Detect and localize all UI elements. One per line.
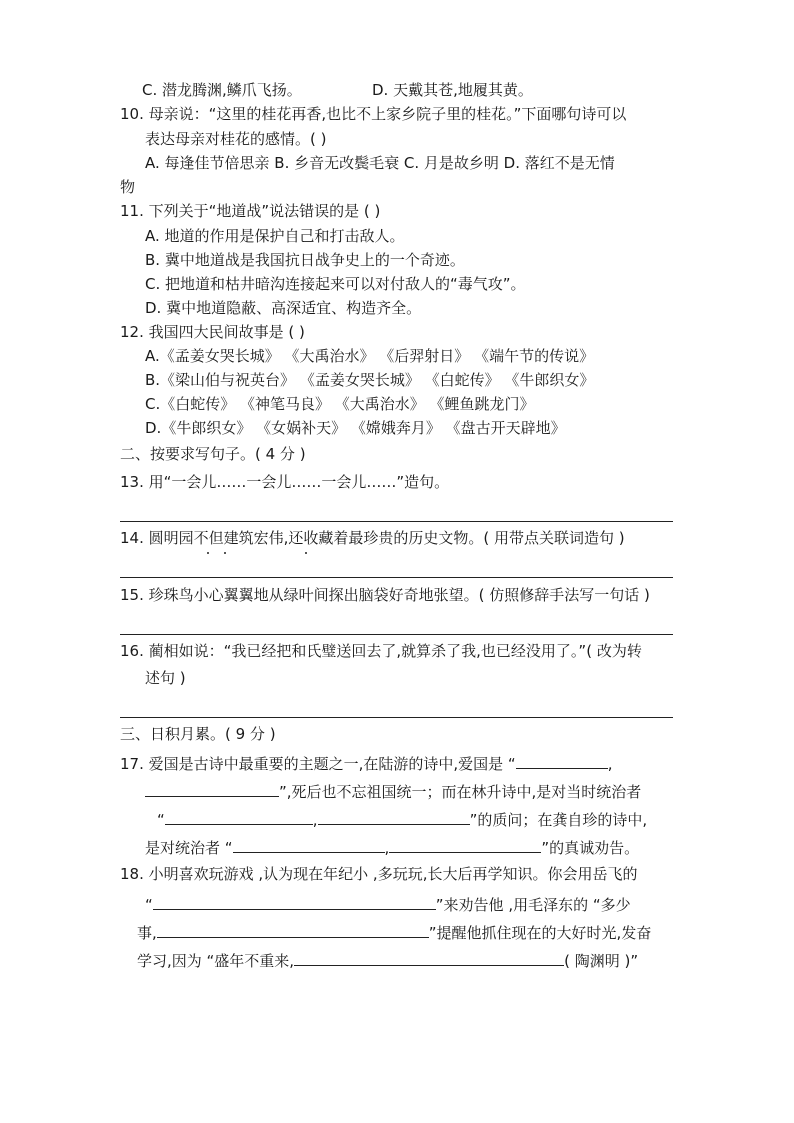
q18-blank-3[interactable] [294,949,564,966]
q18-text: ”提醒他抓住现在的大好时光,发奋 [428,924,652,942]
q17-text: 17. 爱国是古诗中最重要的主题之一,在陆游的诗中,爱国是 “ [120,755,516,773]
q17-punct: , [607,755,613,773]
q17-blank-2[interactable] [145,780,279,797]
q11-stem: 11. 下列关于“地道战”说法错误的是 ( ) [120,202,381,220]
q17-line1 [120,752,612,774]
q18-line4 [137,949,638,971]
q10-stem-line2: 表达母亲对桂花的感情。( ) [145,130,327,148]
q18-line1: 18. 小明喜欢玩游戏 ,认为现在年纪小 ,多玩玩,长大后再学知识。你会用岳飞的 [120,865,638,883]
section2-heading: 二、按要求写句子。( 4 分 ) [120,445,306,463]
q9-option-c: C. 潜龙腾渊,鳞爪飞扬。 [142,81,302,99]
q17-line3 [157,808,647,830]
q17-text: ”的质问；在龚自珍的诗中, [469,811,648,829]
q16-prompt-line2: 述句 ) [145,669,186,687]
q13-prompt: 13. 用“一会儿……一会儿……一会儿……”造句。 [120,473,450,491]
q11-option-c: C. 把地道和枯井暗沟连接起来可以对付敌人的“毒气攻”。 [145,275,526,293]
q18-blank-1[interactable] [153,893,436,910]
q17-punct: , [384,839,390,857]
q17-text: “ [157,811,165,829]
q17-line4 [145,836,639,858]
emphasis-dot [305,552,307,554]
q9-option-d: D. 天戴其苍,地履其黄。 [372,81,533,99]
q12-option-c: C.《白蛇传》 《神笔马良》 《大禹治水》 《鲤鱼跳龙门》 [145,395,535,413]
q17-line2 [145,780,641,802]
q18-line3 [137,921,651,943]
q14-prompt: 14. 圆明园不但建筑宏伟,还收藏着最珍贵的历史文物。( 用带点关联词造句 ) [120,529,625,547]
q11-option-d: D. 冀中地道隐蔽、高深适宜、构造齐全。 [145,299,422,317]
q10-options-line1: A. 每逢佳节倍思亲 B. 乡音无改鬓毛衰 C. 月是故乡明 D. 落红不是无情 [145,154,615,172]
q18-text: 学习,因为 “盛年不重来, [137,952,295,970]
q15-answer-line[interactable] [120,634,673,635]
section3-heading: 三、日积月累。( 9 分 ) [120,725,276,743]
q17-text: ”,死后也不忘祖国统一；而在林升诗中,是对当时统治者 [279,783,642,801]
q10-stem-line1: 10. 母亲说：“这里的桂花再香,也比不上家乡院子里的桂花。”下面哪句诗可以 [120,105,627,123]
emphasis-dot [224,552,226,554]
q17-blank-1[interactable] [516,752,608,769]
q17-blank-4[interactable] [318,808,470,825]
q10-options-line2: 物 [120,178,136,196]
q12-stem: 12. 我国四大民间故事是 ( ) [120,323,305,341]
q12-option-a: A.《孟姜女哭长城》 《大禹治水》 《后羿射日》 《端午节的传说》 [145,347,595,365]
q11-option-a: A. 地道的作用是保护自己和打击敌人。 [145,227,405,245]
q18-text: ( 陶渊明 )” [564,952,639,970]
q18-text: 事, [137,924,157,942]
q16-prompt-line1: 16. 蔺相如说：“我已经把和氏璧送回去了,就算杀了我,也已经没用了。”( 改为转 [120,642,642,660]
q17-punct: , [312,811,318,829]
q17-text: ”的真诚劝告。 [541,839,640,857]
q12-option-d: D.《牛郎织女》 《女娲补天》 《嫦娥奔月》 《盘古开天辟地》 [145,419,566,437]
q18-text: ”来劝告他 ,用毛泽东的 “多少 [435,896,631,914]
emphasis-dot [207,552,209,554]
q11-option-b: B. 冀中地道战是我国抗日战争史上的一个奇迹。 [145,251,465,269]
q18-text: “ [145,896,153,914]
q12-option-b: B.《梁山伯与祝英台》 《孟姜女哭长城》 《白蛇传》 《牛郎织女》 [145,371,595,389]
q17-blank-5[interactable] [233,836,385,853]
q18-line2 [145,893,631,915]
q18-blank-2[interactable] [157,921,429,938]
q14-answer-line[interactable] [120,577,673,578]
q13-answer-line[interactable] [120,521,673,522]
q17-blank-6[interactable] [389,836,541,853]
q15-prompt: 15. 珍珠鸟小心翼翼地从绿叶间探出脑袋好奇地张望。( 仿照修辞手法写一句话 ) [120,586,650,604]
q17-text: 是对统治者 “ [145,839,233,857]
q17-blank-3[interactable] [165,808,313,825]
q16-answer-line[interactable] [120,717,673,718]
